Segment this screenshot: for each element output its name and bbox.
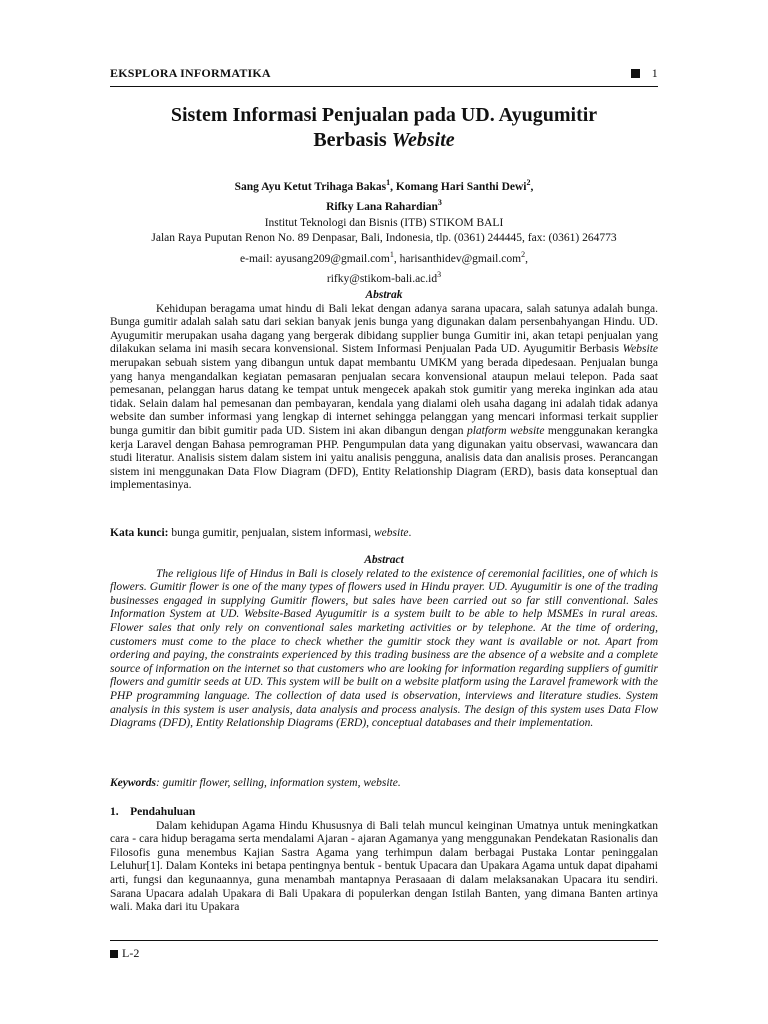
header-rule — [110, 86, 658, 87]
keywords — [110, 777, 658, 791]
title-line-2 — [110, 128, 658, 153]
email-line-2 — [110, 267, 658, 287]
abstract-section — [110, 554, 658, 731]
square-bullet-icon — [110, 950, 118, 958]
email-1-sup: 1 — [389, 249, 394, 259]
author-block — [110, 175, 658, 287]
author-2-end: , — [530, 180, 534, 193]
paper-title — [110, 103, 658, 153]
abstrak-heading: Abstrak — [365, 289, 403, 301]
kata-kunci — [110, 527, 658, 541]
journal-name: EKSPLORA INFORMATIKA — [110, 66, 271, 80]
abstrak-text-4: platform website — [466, 424, 545, 437]
author-1: Sang Ayu Ketut Trihaga Bakas — [234, 180, 387, 193]
email-3: rifky@stikom-bali.ac.id — [326, 272, 438, 285]
keywords-text: : gumitir flower, selling, information system, website. — [156, 777, 401, 789]
abstract-text: The religious life of Hindus in Bali is closely related to the existence of ceremonial facilities, one of which is flowers. Gumitir flower is one of the many types of flowers used in Hindu prayer. UD. Ayugumitir is one of the trading businesses engaged in supplying Gumitir flowers, but sales have been carried out so far still conventional. Sales Information System at UD. Website-Based Ayugumitir is a system built to be able to help MSMEs in rural areas. Flower sales that only rely on conventional sales marketing activities or by telephone. At the time of ordering, customers must come to the place to check whether the gumitir stock they want is available or not. Apart from ordering and paying, the constraints experienced by this trading business are the absence of a website and a complete source of information on the internet so that customers who are looking for information regarding suppliers of gumitir flowers and gumitir seeds at UD. This system will be built on a website platform using the Laravel framework with the PHP programming language. The collection of data used is observation, interviews and literature studies. System analysis in this system is user analysis, data analysis and process analysis. The design of this system uses Data Flow Diagrams (DFD), Entity Relationship Diagrams (ERD), conceptual databases and their implementation. — [110, 567, 658, 730]
address: Jalan Raya Puputan Renon No. 89 Denpasar, Bali, Indonesia, tlp. (0361) 244445, fax: (0361) 264773 — [151, 232, 617, 245]
title-line-1: Sistem Informasi Penjualan pada UD. Ayugumitir — [170, 104, 598, 126]
abstrak-section — [110, 289, 658, 493]
kata-kunci-label: Kata kunci: — [110, 527, 169, 539]
email-3-sup: 3 — [437, 269, 442, 279]
section-1-heading: 1. Pendahuluan — [110, 806, 196, 818]
author-line-1 — [110, 175, 658, 195]
author-2-sup: 2 — [526, 178, 531, 187]
page-number: 1 — [651, 66, 658, 80]
section-1 — [110, 806, 658, 915]
email-2-end: , — [525, 252, 528, 265]
author-2: , Komang Hari Santhi Dewi — [390, 180, 527, 193]
abstract-heading: Abstract — [364, 554, 404, 566]
author-1-sup: 1 — [386, 178, 391, 187]
square-bullet-icon — [631, 69, 640, 78]
kata-kunci-end: . — [408, 527, 412, 539]
abstrak-text — [110, 303, 658, 493]
footer-rule — [110, 940, 658, 941]
email-2: , harisanthidev@gmail.com — [393, 252, 522, 265]
abstrak-text-3: merupakan sebuah sistem yang dibangun untuk dapat membantu UMKM yang berada dipedesaan. Penjualan bunga yang hanya mengandalkan kegiatan pemasaran penjualan secara konvensional ataupun melaui telepon. Pada saat pemesanan, pelanggan harus datang ke tempat untuk mengecek apakah stok gumitir yang mereka inginkan ada atau tidak. Selain dalam hal pemesanan dan pembayaran, kendala yang dialami oleh usaha dagang ini adalah tidak adanya website dan sumber informasi yang lengkap di internet sehingga pelanggan yang mencari informasi terkait supplier bunga gumitir dan bibit gumitir pada UD. Sistem ini akan dibangun dengan — [110, 356, 658, 437]
email-1: e-mail: ayusang209@gmail.com — [240, 252, 390, 265]
abstrak-text-1: Kehidupan beragama umat hindu di Bali lekat dengan adanya sarana upacara, salah satunya adalah bunga. Bunga gumitir adalah salah satu dari sekian banyak jenis bunga yang digunakan dalam persenbahyangan Hindu. UD. Ayugumitir merupakan usaha dagang yang bergerak dibidang supplier bunga Gumitir ini, akan tetapi penjualan yang dilakukan selama ini masih secara konvensional. Sistem Informasi Penjualan Pada UD. Ayugumitir Berbasis — [110, 302, 658, 356]
institution: Institut Teknologi dan Bisnis (ITB) STIKOM BALI — [264, 216, 504, 229]
title-line-2-prefix: Berbasis — [313, 129, 392, 151]
abstrak-text-2: Website — [622, 343, 658, 356]
author-3: Rifky Lana Rahardian — [326, 201, 438, 214]
keywords-label: Keywords — [110, 777, 156, 789]
page-footer — [110, 946, 139, 961]
section-1-text: Dalam kehidupan Agama Hindu Khususnya di Bali telah muncul keinginan Umatnya untuk meningkatkan cara - cara hidup beragama serta mendalami Ajaran - ajaran Agamanya yang menggunakan Pendekatan Rasionalis dan Filosofis guna menembus Kajian Sastra Agama yang terhimpun dalam berbagai Pustaka Lontar peninggalan Leluhur[1]. Dalam Konteks ini betapa pentingnya bentuk - bentuk Upacara dan Upakara Agama untuk dapat dipahami arti, fungsi dan kegunaannya, guna menambah mantapnya Perasaaan di dalam melaksanakan Upacara itu sendiri. Sarana Upacara adalah Upakara di Bali Upakara di populerkan dengan Istilah Banten, yang dimana Banten artinya wali. Maka dari itu Upakara — [110, 819, 658, 914]
email-line-1 — [110, 247, 658, 267]
running-header — [110, 66, 658, 81]
kata-kunci-italic: website — [374, 527, 409, 539]
kata-kunci-text: bunga gumitir, penjualan, sistem informasi, — [168, 527, 375, 539]
author-line-2 — [110, 195, 658, 215]
header-page-info — [631, 66, 658, 81]
title-line-2-italic: Website — [391, 129, 455, 151]
abstrak-text-5: menggunakan kerangka kerja Laravel dengan Bahasa pemrograman PHP. Pengumpulan data yang digunakan yaitu observasi, wawancara dan studi literatur. Analisis sistem dalam sistem ini yaitu analisis pengguna, analisis data dan analisis proses. Perancangan sistem ini menggunakan Data Flow Diagram (DFD), Entity Relationship Diagram (ERD), basis data konseptual dan implementasinya. — [110, 424, 658, 492]
author-3-sup: 3 — [437, 198, 442, 208]
email-2-sup: 2 — [521, 249, 526, 259]
footer-page-label: L-2 — [122, 946, 140, 960]
